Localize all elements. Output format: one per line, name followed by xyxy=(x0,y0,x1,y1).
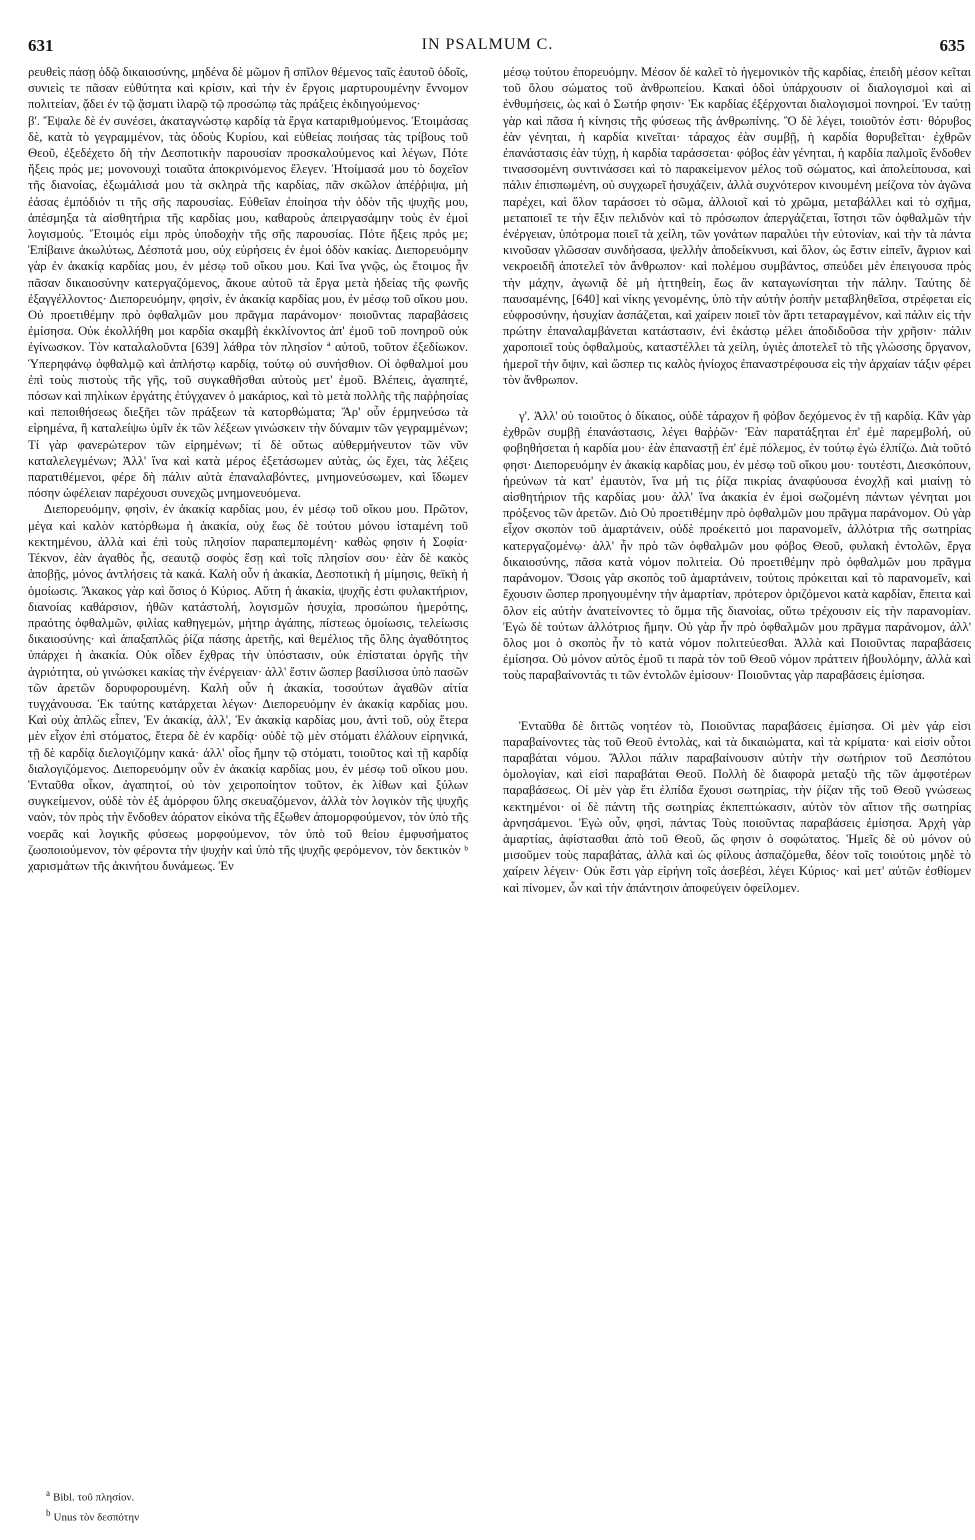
paragraph: μέσῳ τούτου ἐπορευόμην. Μέσον δὲ καλεῖ τὸ ἡγεμονικὸν τῆς καρδίας, ἐπειδὴ μέσον κεῖται τοῦ ὅλου σώματος τοῦ ἀνθρωπείου. Κακαὶ ὁδοὶ ὑπάρχουσιν οἱ διαλογισμοὶ καὶ αἱ ἐνθυμήσεις, ὡς καὶ ὁ Σωτήρ φησιν· Ἐκ καρδίας ἐξέρχονται διαλογισμοὶ πονηροί. Ἐν ταύτῃ γὰρ καὶ πᾶσα ἡ κίνησις τῆς φύσεως τῆς ἀνθρωπίνης. Ὃ δὲ λέγει, τοιοῦτόν ἐστι· θόρυβος ἐὰν γένηται, ἡ καρδία κινεῖται· τάραχος ἐὰν συμβῇ, ἡ καρδία θορυβεῖται· ἐχθρῶν ἐπανάστασις ἐὰν τύχῃ, ἡ καρδία ταράσσεται· φόβος ἐὰν γένηται, ἡ καρδία παλμοῖς ἔνδοθεν τινασσομένη συντινάσσει καὶ τὸ παρακείμενον μέλος τοῦ σώματος, καὶ ἀπολείπουσα, καὶ πάλιν ἐπισπωμένη, οὐ συγχωρεῖ ἡσυχάζειν, ἀλλὰ συχνότερον κινουμένη μείζονα τὸν ἀγῶνα παρέχει, καὶ ὅλον ταράσσει τὸ σῶμα, ἀλλοιοῖ καὶ τὸ χρῶμα, μεταβάλλει καὶ τὸ σχῆμα, μεταποιεῖ τε τὴν ἕξιν πελιδνὸν καὶ τὸ πρόσωπον ἀπεργάζεται, ἵστησι τῶν ὀφθαλμῶν τὴν ἐνέργειαν, ὑπότρομα ποιεῖ τὰ χείλη, τῶν γονάτων παραλύει τὴν εὐτονίαν, καὶ τὴν τὰ πάντα κινοῦσαν γλῶσσαν συνδήσασα, ψελλὴν ἀποδείκνυσι, καὶ ὅλον, ὡς ἔστιν εἰπεῖν, ἄγριον καὶ νεκροειδῆ ἀποτελεῖ τὸν ἄνθρωπον· καὶ πολέμου συμβάντος, σπεύδει μὲν ἐπειγουσα πρὸς τὴν μάχην, ἀγωνιᾷ δὲ μὴ ἡττηθείη, ἕως ἂν καταγωνίσηται τὴν πάλην. Ταύτης δὲ παυσαμένης, [640] καὶ νίκης γενομένης, ὑπὸ τὴν αὐτὴν ῥοπὴν μεταβληθεῖσα, στρέφεται εἰς εὐφροσύνην, ἡσυχίαν ἀσπάζεται, καὶ χαίρειν ποιεῖ τὸν ἄρτι τεταραγμένον, καὶ πάλιν εἰς τὴν πρώτην ἐπαναλαμβάνεται κατάστασιν, ἐνὶ ἑκάστῳ μέλει ἀποδιδοῦσα τὴν χρῆσιν· πάλιν χαροποιεῖ τοὺς ὀφθαλμοὺς, καταστέλλει τὰ χείλη, ὑγιὲς ἀποτελεῖ τὸ τῆς γλώσσης ὄργανον, ἡμεροῖ τὴν ὄψιν, καὶ ὥσπερ τις καλὸς ἡνίοχος ἐπαναστρέφουσα εἰς τὴν ἀρχαίαν τάξιν φέρει τὸν ἄνθρωπον. xyxy=(503,65,971,387)
page-header xyxy=(0,0,975,60)
footnote-mark: b xyxy=(46,1507,51,1518)
footnote xyxy=(46,1486,426,1506)
running-title: IN PSALMUM C. xyxy=(421,36,554,53)
paragraph: γ'. Ἀλλ' οὐ τοιοῦτος ὁ δίκαιος, οὐδὲ τάραχον ἢ φόβον δεχόμενος ἐν τῇ καρδίᾳ. Κἂν γὰρ ἐχθρῶν συμβῇ ἐπανάστασις, λέγει θαῤῥῶν· Ἐὰν παρατάξηται ἐπ' ἐμὲ παρεμβολή, οὐ φοβηθήσεται ἡ καρδία μου· ἐὰν ἐπαναστῇ ἐπ' ἐμὲ πόλεμος, ἐν τούτῳ ἐγὼ ἐλπίζω. Διὰ τοῦτό φησι· Διεπορευόμην ἐν ἀκακίᾳ καρδίας μου, ἐν μέσῳ τοῦ οἴκου μου· τουτέστι, Διεσκόπουν, ἠρεύνων τὰ κατ' ἐμαυτὸν, ἵνα μή τις ῥίζα πικρίας ἀναφύουσα ἐνοχλῇ καὶ μιαίνῃ τὸ αἰσθητήριον τῆς καρδίας μου· ἀλλ' ἵνα ἀκακία ἐν ἐμοὶ σωζομένη πάντων γένηται μοι πρόξενος τῶν ἀρετῶν. Διὸ Οὐ προετιθέμην πρὸ ὀφθαλμῶν μου πρᾶγμα παράνομον. Οὐ γὰρ εἶχον σκοπὸν τοῦ ἁμαρτάνειν, οὐδὲ προέκειτό μοι παρανομεῖν, ἀλλότρια τῆς σωτηρίας κατεργαζομένῳ· ἀλλ' ἦν πρὸ τῶν ὀφθαλμῶν μου φόβος Θεοῦ, φυλακὴ ἐντολῶν, ἔργα δικαιοσύνης, πᾶσα κατὰ νόμον πολιτεία. Οὐ προετιθέμην πρὸ ὀφθαλμῶν μου πρᾶγμα παράνομον. Ὅσοις γὰρ σκοπὸς τοῦ ἁμαρτάνειν, τούτοις πρόκειται καὶ τὸ παρανομεῖν, καὶ ἔχουσιν ὥσπερ προηγουμένην τὴν ἁμαρτίαν, πρότερον ὁριζόμενοι κατὰ καρδίαν, ἔπειτα καὶ ὅλον εἰς αὐτὴν ἀνατείνοντες τὸ ὄμμα τῆς διανοίας, οὕτω τρέχουσιν εἰς τὴν παρανομίαν. Ἐγὼ δὲ τούτων ἀλλότριος ἤμην. Οὐ γὰρ ἦν πρὸ ὀφθαλμῶν μου πρᾶγμα παράνομον, ἀλλ' ὅλος μοι ὁ σκοπὸς ἦν τὸ κατὰ νόμον πολιτεύεσθαι. Ἀλλὰ καὶ Ποιοῦντας παραβάσεις ἐμίσησα. Οὐ μόνον αὐτὸς ἐμοῦ τι παρὰ τὸν τοῦ Θεοῦ νόμον πράττειν ἠβουλόμην, ἀλλὰ καὶ τοὺς παραβαίνοντάς τι τῶν ἐντολῶν ἐμίσουν· Ποιοῦντας γὰρ παραβάσεις ἐμίσησα. xyxy=(503,409,971,683)
footnote xyxy=(46,1506,426,1526)
paragraph: ρευθεὶς πάσῃ ὁδῷ δικαιοσύνης, μηδένα δὲ μῶμον ἢ σπῖλον θέμενος ταῖς ἑαυτοῦ ὁδοῖς, συνιεὶς τε πᾶσαν εὐθύτητα καὶ κρίσιν, καὶ τὴν ἐν ἔργοις μαρτυρουμένην ἔννομον πολιτείαν, ᾄδει ἐν τῷ ᾄσματι ἱλαρῷ τῷ προσώπῳ τὰς πράξεις ἐκδιηγούμενος· xyxy=(28,65,468,112)
left-column xyxy=(28,64,468,1474)
paragraph: Ἐνταῦθα δὲ διττῶς νοητέον τὸ, Ποιοῦντας παραβάσεις ἐμίσησα. Οἱ μὲν γάρ εἰσι παραβαίνοντες τὰς τοῦ Θεοῦ ἐντολὰς, καὶ τὰ δικαιώματα, καὶ τὰ κρίματα· καὶ εἰσὶν οὗτοι παραβάται νόμου. Ἄλλοι πάλιν παραβαίνουσιν αὐτὴν τὴν σωτήριον τοῦ Δεσπότου ὁμολογίαν, καὶ εἰσὶ παραβάται Θεοῦ. Πολλὴ δὲ διαφορὰ μεταξὺ τῆς τῶν ἀμφοτέρων παραβάσεως. Οἱ μὲν γὰρ ἔτι ἐλπίδα ἔχουσι σωτηρίας, τὴν ῥίζαν τῆς τοῦ Θεοῦ γνώσεως κεκτημένοι· οἱ δὲ πάντη τῆς σωτηρίας ἐκπεπτώκασιν, αὐτὸν τὸν αἴτιον τῆς σωτηρίας ἀρνησάμενοι. Ἐγὼ οὖν, φησὶ, πάντας Τοὺς ποιοῦντας παραβάσεις ἐμίσησα. Ἀρχὴ γὰρ ἁμαρτίας, ἀφίστασθαι ἀπὸ τοῦ Θεοῦ, ὥς φησιν ὁ σοφώτατος. Ἡμεῖς δὲ οὐ μόνον οὐ μισοῦμεν τοὺς παραβάτας, ἀλλὰ καὶ ὡς φίλους ἀσπαζόμεθα, δέον τοῖς τοιούτοις μηδὲ τὸ χαίρειν λέγειν· Οὐκ ἔστι γὰρ εἰρήνη τοῖς ἀσεβέσι, λέγει Κύριος· καὶ μετ' αὐτῶν ἐσθίομεν καὶ πίνομεν, ὧν καὶ τὴν ἀπάντησιν ἀποφεύγειν ὀφείλομεν. xyxy=(503,718,971,895)
footnote-text: Bibl. τοῦ πλησίον. xyxy=(53,1491,135,1504)
footnote-mark: a xyxy=(46,1488,50,1498)
page-number-right: 635 xyxy=(939,36,965,55)
right-column xyxy=(503,64,971,1524)
paragraph: β'. Ἔψαλε δὲ ἐν συνέσει, ἀκαταγνώστῳ καρδίᾳ τὰ ἔργα καταριθμούμενος. Ἑτοιμάσας δὲ, κατὰ τὸ γεγραμμένον, τὰς ὁδοὺς Κυρίου, καὶ εὐθείας ποιήσας τὰς τρίβους τοῦ Θεοῦ, ἐξεδέχετο δὴ τὴν Δεσποτικὴν παρουσίαν προσκαλούμενος καὶ λέγων, Πότε ἥξεις πρός με; μονονουχὶ τοιαῦτα ἀποκρινόμενος ἔλεγεν. Ἡτοίμασά μου τὸ δοχεῖον τῆς διανοίας, ἐξωμάλισά μου τὰ σκληρὰ τῆς καρδίας, πᾶν σκῶλον ἀπέῤῥιψα, μὴ ἐάσας ἐμπόδιόν τι τῆς σῆς παρουσίας. Εὐθεῖαν ἐποίησα τὴν ὁδὸν τῆς ψυχῆς μου, ἀπέσμηξα τὰ αἰσθητήρια τῆς καρδίας μου, καθαροὺς ἀπειργασάμην τοὺς ἐν ἐμοὶ λογισμούς. Ἕτοιμός εἰμι πρὸς ὑποδοχὴν τῆς σῆς παρουσίας. Πότε ἥξεις πρός με; Ἐπίβαινε ἀκωλύτως, Δέσποτά μου, οὐχ εὑρήσεις ἐν ἐμοὶ ὁδὸν κακίας. Διεπορευόμην γὰρ ἐν ἀκακίᾳ καρδίας μου, ἐν μέσῳ τοῦ οἴκου μου. Καὶ ἵνα γνῷς, ὡς ἕτοιμος ἦν πᾶσαν δικαιοσύνην κατεργαζόμενος, ἄκουε αὐτοῦ τὰ ἔργα μετὰ ἡδείας τῆς φωνῆς ἐξαγγέλλοντος· Διεπορευόμην, φησὶν, ἐν ἀκακίᾳ καρδίας μου, ἐν μέσῳ τοῦ οἴκου μου. Οὐ προετιθέμην πρὸ ὀφθαλμῶν μου πρᾶγμα παράνομον· ποιοῦντας παραβάσεις ἐμίσησα. Οὐκ ἐκολλήθη μοι καρδία σκαμβὴ ἐκκλίνοντος ἀπ' ἐμοῦ τοῦ πονηροῦ οὐκ ἐγίνωσκον. Τὸν καταλαλοῦντα [639] λάθρα τὸν πλησίον ª αὐτοῦ, τοῦτον ἐξεδίωκον. Ὑπερηφάνῳ ὀφθαλμῷ καὶ ἀπλήστῳ καρδίᾳ, τούτῳ οὐ συνήσθιον. Οἱ ὀφθαλμοί μου ἐπὶ τοὺς πιστοὺς τῆς γῆς, τοῦ συγκαθῆσθαι αὐτοὺς μετ' ἐμοῦ. Βλέπεις, ἀγαπητέ, πόσων καὶ πηλίκων ἐργάτης ἐτύγχανεν ὁ μακάριος, καὶ τὸ μετὰ πολλῆς τῆς παῤῥησίας καὶ πεποιθήσεως διεξῆει τῶν πράξεων τὰ κατορθώματα; Ἄρ' οὖν ἑρμηνεύσω τὰ εἰρημένα, ἢ καταλείψω ὑμῖν ἐκ τῶν λέξεων γινώσκειν τὴν δύναμιν τῶν γεγραμμένων; Τί γὰρ φανερώτερον τῶν εἰρημένων; τί δὲ οὕτως αὐθερμήνευτον τῶν νῦν καταλελεγμένων; Ἀλλ' ἵνα καὶ κατὰ μέρος ἐξετάσωμεν αὐτὰς, ὡς ἔχει, τὰς λέξεις παρατιθέμενοι, φέρε δὴ πάλιν αὐτὰ ἐπαναλαβόντες, μνημονεύσωμεν, καὶ ἴδωμεν πόσην ὠφέλειαν παρέχουσι συνεχῶς μνημονευόμενα. xyxy=(28,113,468,501)
page-number-left: 631 xyxy=(28,36,54,55)
footnotes xyxy=(46,1486,426,1525)
paragraph: Διεπορευόμην, φησὶν, ἐν ἀκακίᾳ καρδίας μου, ἐν μέσῳ τοῦ οἴκου μου. Πρῶτον, μέγα καὶ καλὸν κατόρθωμα ἡ ἀκακία, οὐχ ἕως δὲ τούτου μόνου ἱσταμένη τοῦ κεκτημένου, ἀλλὰ καὶ ἐπὶ τοὺς πλησίον παραπεμπομένη· καθὼς φησιν ἡ Σοφία· Τέκνον, ἐὰν ἀγαθὸς ἦς, σεαυτῷ σοφὸς ἔσῃ καὶ τοῖς πλησίον σου· ἐὰν δὲ κακὸς ἀποβῇς, μόνος ἀντλήσεις τὰ κακά. Καλὴ οὖν ἡ ἀκακία, Δεσποτικὴ ἡ μίμησις, θεϊκὴ ἡ ὁμοίωσις. Ἄκακος γὰρ καὶ ὅσιος ὁ Κύριος. Αὕτη ἡ ἀκακία, ψυχῆς ἐστι φυλακτήριον, διανοίας καθάρσιον, ἠθῶν κατάστολή, λογισμῶν ἡσυχία, προσώπου ἡμερότης, πραότης ὀφθαλμῶν, φιλίας καθηγεμών, μήτηρ ἀγάπης, πίστεως ὁμοίωσις, τελείωσις δικαιοσύνης· καὶ ἁπαξαπλῶς ῥίζα πάσης ἀρετῆς, καὶ θεμέλιος τῆς ὅλης ἀγαθότητος ὑπάρχει ἡ ἀκακία. Οὐκ οἶδεν ἔχθρας τὴν ὑπόστασιν, οὐκ ἐπίσταται ὀργῆς τὴν ἀγριότητα, οὐ γινώσκει κακίας τὴν ἐνέργειαν· ἀλλ' ἔστιν ὥσπερ βασίλισσα ὑπὸ πασῶν τῶν ἀρετῶν δορυφορουμένη. Καλὴ οὖν ἡ ἀκακία, τοσούτων ἀγαθῶν αἰτία τυγχάνουσα. Ἐκ ταύτης κατάρχεται λέγων· Διεπορευόμην ἐν ἀκακίᾳ καρδίας μου. Καὶ οὐχ ἁπλῶς εἶπεν, Ἐν ἀκακίᾳ, ἀλλ', Ἐν ἀκακίᾳ καρδίας μου, ἀντὶ τοῦ, οὐχ ἕτερα μὲν εἶχον ἐπὶ στόματος, ἕτερα δὲ ἐν καρδίᾳ· οὐδὲ τῷ μὲν στόματι ἐλάλουν εἰρηνικά, τῇ δὲ καρδίᾳ διελογιζόμην κακά· ἀλλ' οἷος ἤμην τῷ στόματι, τοιοῦτος καὶ τῇ καρδίᾳ διαλογιζόμενος. Διεπορευόμην οὖν ἐν ἀκακίᾳ καρδίας μου, ἐν μέσῳ τοῦ οἴκου μου. Ἐνταῦθα οἶκον, ἀγαπητοί, οὐ τὸν χειροποίητον τοῦτον, ἐκ λίθων καὶ ξύλων συγκείμενον, οὐδὲ τὸν ἐξ ἀμόρφου ὕλης σκευαζόμενον, ἀλλὰ τὸν λογικὸν τῆς ψυχῆς ναὸν, τὸν πρὸς τὴν ἔνδοθεν ἀόρατον εἰκόνα τῆς ἔξωθεν ἀπομορφούμενον, τὸν ὑπὸ τῆς νοερᾶς καὶ λογικῆς φύσεως μορφούμενον, τὸν ὑπὸ τοῦ θείου ἐμφυσήματος ζωοποιούμενον, τὸν φέροντα τὴν ψυχὴν καὶ ὑπὸ τῆς ψυχῆς φερόμενον, τὸν δεκτικὸν ᵇ χαρισμάτων τῆς ἀκινήτου δυνάμεως. Ἐν xyxy=(28,502,468,873)
footnote-text: Unus τὸν δεσπότην xyxy=(53,1511,140,1524)
